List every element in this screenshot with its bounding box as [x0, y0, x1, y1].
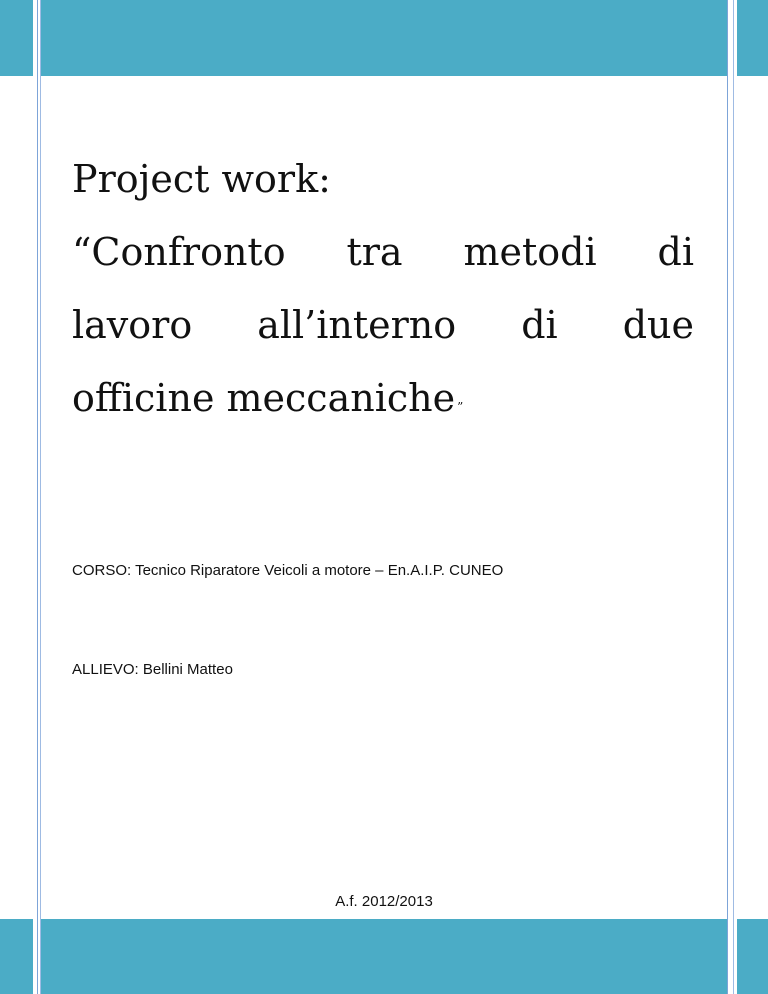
title-line-4 — [72, 376, 694, 420]
academic-year: A.f. 2012/2013 — [335, 893, 433, 910]
left-inner-border-line — [40, 0, 41, 994]
title-word: “Confronto — [72, 230, 286, 274]
title-word: di — [657, 230, 694, 274]
bottom-right-corner-block — [737, 919, 768, 994]
student-info: ALLIEVO: Bellini Matteo — [72, 661, 233, 678]
title-word: metodi — [463, 230, 597, 274]
title-word: di — [521, 303, 558, 347]
title-word: all’interno — [257, 303, 457, 347]
title-line-2 — [72, 230, 694, 274]
title-line-1: Project work: — [72, 157, 331, 201]
top-right-corner-block — [737, 0, 768, 76]
title-close-quote: ” — [457, 400, 464, 414]
course-info: CORSO: Tecnico Riparatore Veicoli a motore – En.A.I.P. CUNEO — [72, 562, 504, 579]
right-border-line — [733, 0, 734, 994]
bottom-left-corner-block — [0, 919, 33, 994]
top-header-band — [41, 0, 727, 76]
title-line-3 — [72, 303, 694, 347]
title-word: due — [622, 303, 694, 347]
top-left-corner-block — [0, 0, 33, 76]
title-last-line-text: officine meccaniche — [72, 376, 456, 420]
left-border-line — [37, 0, 38, 994]
document-title — [72, 157, 694, 452]
title-word: lavoro — [72, 303, 193, 347]
right-inner-border-line — [727, 0, 728, 994]
bottom-footer-band — [41, 919, 727, 994]
title-word: tra — [346, 230, 403, 274]
